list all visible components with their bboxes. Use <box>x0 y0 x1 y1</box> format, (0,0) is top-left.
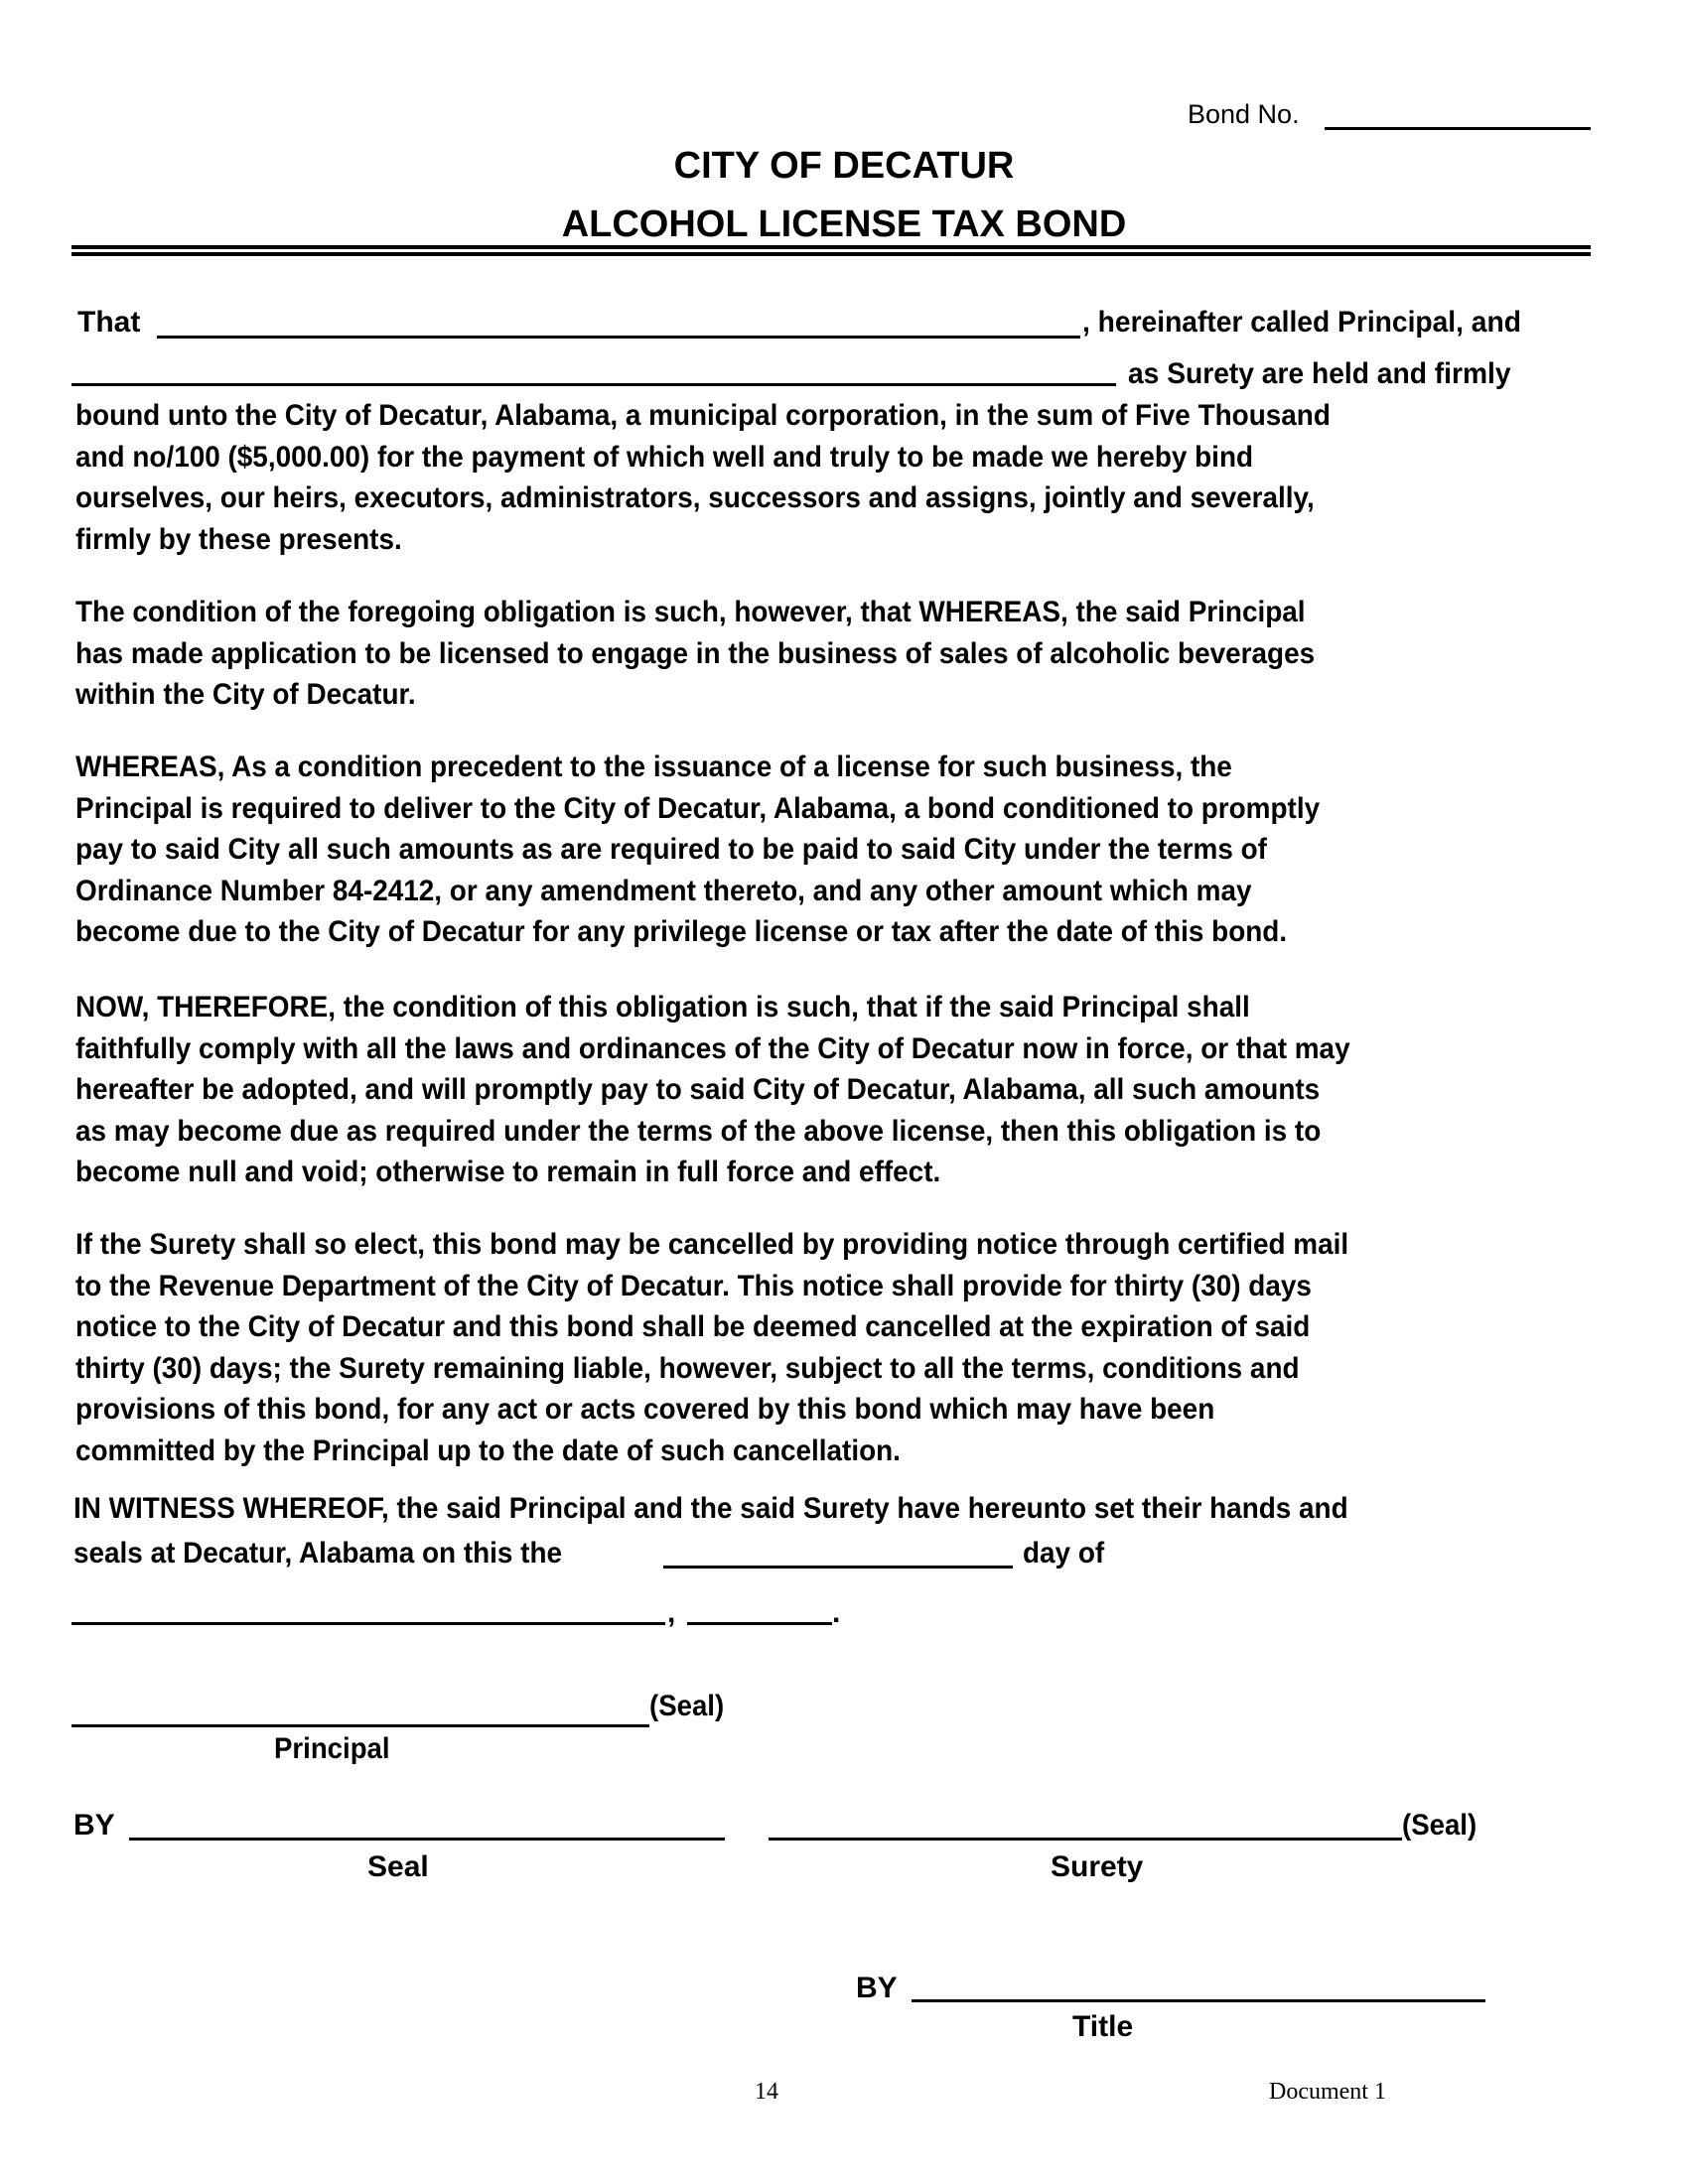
surety-clause: as Surety are held and firmly <box>1128 357 1511 390</box>
witness-day-of: day of <box>1023 1537 1105 1570</box>
title-label: Title <box>1072 2010 1134 2043</box>
principal-name-field[interactable] <box>157 336 1080 339</box>
paragraph-line: provisions of this bond, for any act or acts covered by this bond which may have been <box>75 1393 1215 1426</box>
paragraph-line: become null and void; otherwise to remain in full force and effect. <box>75 1156 941 1188</box>
title-rule-bottom <box>71 252 1591 256</box>
paragraph-line: notice to the City of Decatur and this bond shall be deemed cancelled at the expiration of said <box>75 1310 1311 1343</box>
paragraph-line: to the Revenue Department of the City of Decatur. This notice shall provide for thirty (30) days <box>75 1269 1312 1302</box>
paragraph-line: within the City of Decatur. <box>75 678 416 711</box>
paragraph-line: committed by the Principal up to the date of such cancellation. <box>75 1433 901 1467</box>
intro-line: ourselves, our heirs, executors, administrators, successors and assigns, jointly and severally, <box>75 481 1315 514</box>
paragraph-line: become due to the City of Decatur for any privilege license or tax after the date of this bond. <box>75 915 1288 948</box>
surety-signature-field[interactable] <box>769 1838 1402 1841</box>
date-comma: , <box>667 1596 676 1629</box>
surety-label: Surety <box>1051 1850 1144 1883</box>
paragraph-line: hereafter be adopted, and will promptly pay to said City of Decatur, Alabama, all such amounts <box>75 1073 1321 1106</box>
bond-number-field[interactable] <box>1325 127 1591 130</box>
document-title: ALCOHOL LICENSE TAX BOND <box>561 204 1127 245</box>
by-label: BY <box>73 1809 115 1842</box>
seal-label: Seal <box>367 1850 429 1883</box>
paragraph-line: The condition of the foregoing obligation is such, however, that WHEREAS, the said Principal <box>75 596 1306 628</box>
date-period: . <box>832 1596 841 1629</box>
page-number: 14 <box>755 2079 778 2105</box>
that-label: That <box>77 306 141 339</box>
day-field[interactable] <box>663 1566 1013 1569</box>
surety-by-label: BY <box>856 1972 898 2004</box>
paragraph-line: Ordinance Number 84-2412, or any amendment thereto, and any other amount which may <box>75 874 1252 907</box>
paragraph-line: Principal is required to deliver to the City of Decatur, Alabama, a bond conditioned to promptly <box>75 791 1321 825</box>
principal-seal-tag: (Seal) <box>649 1690 725 1722</box>
witness-date-prefix: seals at Decatur, Alabama on this the <box>73 1537 563 1570</box>
cancellation-paragraph <box>75 1224 1624 1471</box>
surety-name-field[interactable] <box>71 383 1116 386</box>
intro-line: bound unto the City of Decatur, Alabama, a municipal corporation, in the sum of Five Thousand <box>75 399 1331 432</box>
now-therefore-paragraph <box>75 987 1624 1193</box>
intro-line: and no/100 ($5,000.00) for the payment of which well and truly to be made we hereby bind <box>75 440 1254 474</box>
paragraph-line: WHEREAS, As a condition precedent to the issuance of a license for such business, the <box>75 751 1232 783</box>
paragraph-line: thirty (30) days; the Surety remaining liable, however, subject to all the terms, conditions and <box>75 1351 1300 1385</box>
paragraph-line: as may become due as required under the terms of the above license, then this obligation is to <box>75 1114 1322 1148</box>
bond-number-label: Bond No. <box>1188 99 1300 129</box>
city-heading: CITY OF DECATUR <box>673 145 1015 187</box>
paragraph-line: faithfully comply with all the laws and ordinances of the City of Decatur now in force, or that may <box>75 1031 1350 1065</box>
surety-seal-tag: (Seal) <box>1402 1809 1477 1842</box>
paragraph-line: pay to said City all such amounts as are required to be paid to said City under the terms of <box>75 833 1267 866</box>
condition-paragraph <box>75 592 1624 716</box>
surety-by-signature-field[interactable] <box>912 1999 1485 2002</box>
paragraph-line: has made application to be licensed to engage in the business of sales of alcoholic beverages <box>75 636 1316 670</box>
month-field[interactable] <box>71 1622 665 1625</box>
intro-paragraph <box>75 395 1624 560</box>
title-rule-top <box>71 245 1591 249</box>
principal-by-signature-field[interactable] <box>129 1838 725 1841</box>
intro-line: firmly by these presents. <box>75 522 402 556</box>
paragraph-line: If the Surety shall so elect, this bond may be cancelled by providing notice through certified mail <box>75 1228 1349 1261</box>
paragraph-line: NOW, THEREFORE, the condition of this obligation is such, that if the said Principal shall <box>75 991 1250 1024</box>
principal-clause: , hereinafter called Principal, and <box>1082 306 1521 339</box>
witness-line: IN WITNESS WHEREOF, the said Principal and the said Surety have hereunto set their hands and <box>73 1492 1348 1525</box>
principal-signature-field[interactable] <box>71 1724 649 1727</box>
document-name: Document 1 <box>1269 2079 1386 2105</box>
principal-label: Principal <box>274 1732 390 1765</box>
whereas-paragraph <box>75 747 1624 953</box>
year-field[interactable] <box>687 1622 832 1625</box>
